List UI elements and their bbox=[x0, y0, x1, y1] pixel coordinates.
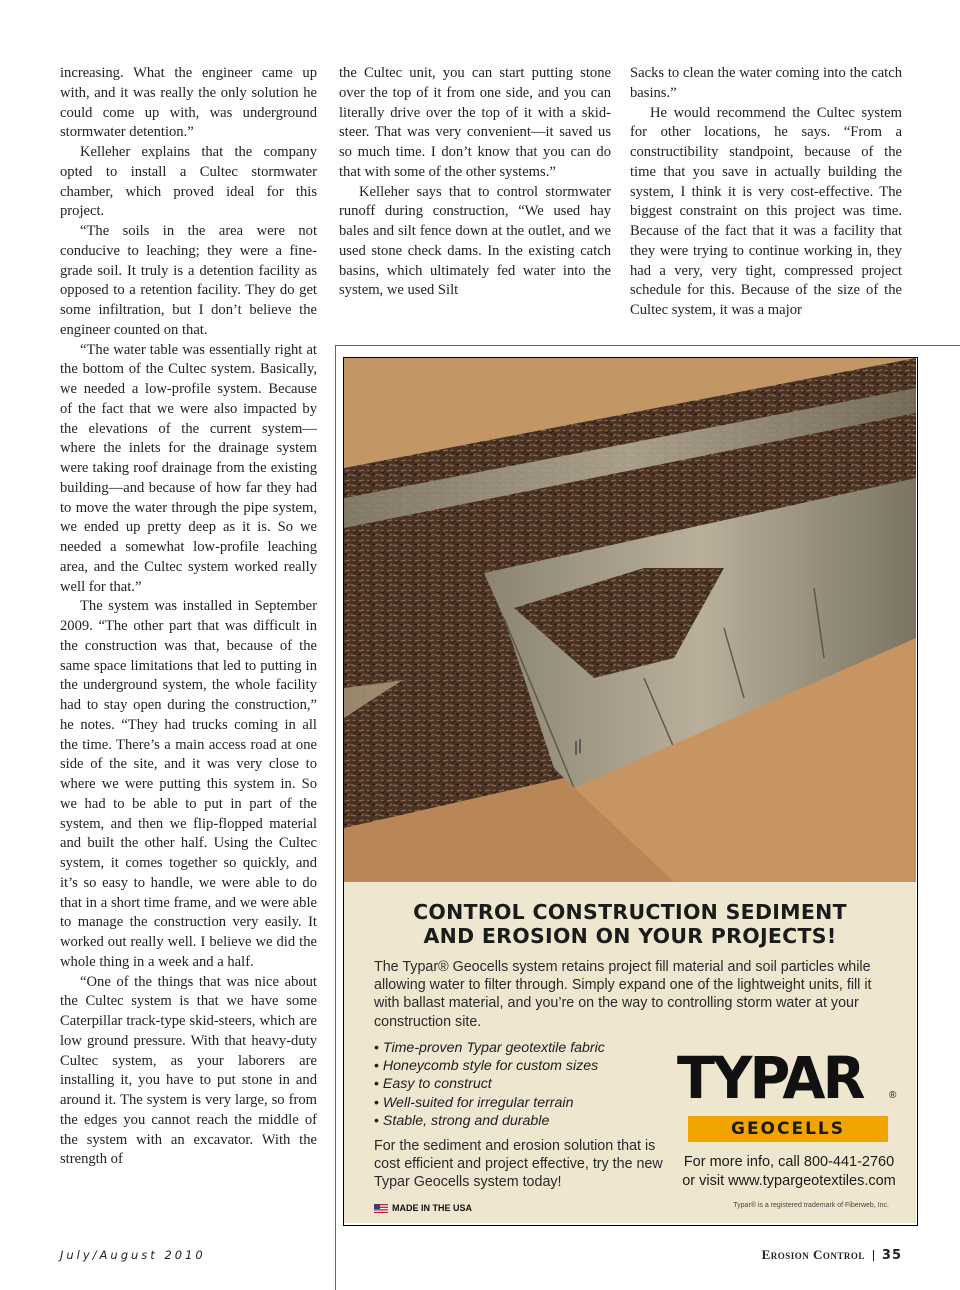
us-flag-icon bbox=[374, 1204, 388, 1213]
issue-date: July/August 2010 bbox=[60, 1248, 206, 1262]
ad-website-line: or visit www.typargeotextiles.com bbox=[682, 1173, 896, 1189]
ad-closing-text: For the sediment and erosion solution that is cost efficient and project effective, try the new Typar Geocells system today! bbox=[374, 1138, 663, 1191]
typar-registered-mark: ® bbox=[889, 1090, 897, 1101]
ad-feature-item: • Time-proven Typar geotextile fabric bbox=[374, 1039, 654, 1057]
ad-feature-item: • Well-suited for irregular terrain bbox=[374, 1094, 654, 1112]
article-column-1 bbox=[60, 64, 317, 1170]
ad-phone-line: For more info, call 800-441-2760 bbox=[683, 1154, 895, 1170]
typar-advertisement bbox=[343, 357, 918, 1226]
paragraph: “The water table was essentially right at the bottom of the Cultec system. Basically, we needed a low-profile system. Because of the fact that we were also impacted by the elevations of the current system—where the inlets for the drainage system were taking roof drainage from the existing building—and because of how far they had to move the water through the pipe system, we ended up pretty deep as it is. So we needed a somewhat low-profile leaching area, and the Cultec system worked really well for that.” bbox=[60, 341, 317, 595]
page-number: 35 bbox=[881, 1247, 902, 1263]
ad-feature-item: • Easy to construct bbox=[374, 1075, 654, 1093]
paragraph: Kelleher explains that the company opted to install a Cultec stormwater chamber, which proved ideal for this project. bbox=[60, 144, 317, 220]
geocells-label-bar: GEOCELLS bbox=[688, 1116, 888, 1142]
article-column-3 bbox=[630, 64, 902, 321]
typar-logo: TYPAR bbox=[677, 1044, 863, 1112]
column-rule-left bbox=[335, 345, 336, 1290]
ad-feature-list bbox=[374, 1039, 654, 1130]
paragraph: the Cultec unit, you can start putting stone over the top of it from one side, and you can literally drive over the top of it with a skid-steer. That was very convenient—it saved us so much time. I don’t know that you can do that with some of the other systems.” bbox=[339, 65, 611, 180]
ad-feature-item: • Stable, strong and durable bbox=[374, 1112, 654, 1130]
paragraph: Kelleher says that to control stormwater runoff during construction, “We used hay bales and silt fence down at the outlet, and we used stone check dams. In the existing catch basins, which ultimately fed water into the system, we used Silt bbox=[339, 183, 611, 299]
ad-text-panel bbox=[344, 882, 916, 1223]
page-footer-right bbox=[762, 1247, 902, 1263]
magazine-name: Erosion Control bbox=[761, 1247, 865, 1262]
paragraph: “One of the things that was nice about the Cultec system is that we have some Caterpillar track-type skid-steers, which are low ground pressure. With that heavy-duty Cultec system, as your laborers are installing it, you have to put stone in and around it. The system is very large, so from the edges you cannot reach the middle of the system with an excavator. With the strength of bbox=[60, 973, 317, 1168]
paragraph: “The soils in the area were not conducive to leaching; they were a fine-grade soil. It truly is a detention facility as opposed to a retention facility. They do get some infiltration, but I don’t believe the engineer counted on that. bbox=[60, 223, 317, 338]
ad-body-text: The Typar® Geocells system retains project fill material and soil particles while allowing water to filter through. Simply expand one of the lightweight units, fill it with ballast material, and you’re on the way to controlling storm water at your construction site. bbox=[374, 959, 872, 1030]
paragraph: Sacks to clean the water coming into the catch basins.” bbox=[630, 65, 902, 101]
ad-trademark-note: Typar® is a registered trademark of Fiberweb, Inc. bbox=[733, 1202, 889, 1209]
made-in-usa-label bbox=[374, 1203, 472, 1213]
made-in-usa-text: MADE IN THE USA bbox=[392, 1203, 473, 1213]
ad-headline-line-2: AND EROSION ON YOUR PROJECTS! bbox=[423, 924, 837, 948]
geocells-photo bbox=[344, 358, 916, 882]
ad-top-rule bbox=[335, 345, 960, 346]
paragraph: The system was installed in September 2009. “The other part that was difficult in the construction was that, because of the same space limitations that led to putting in the underground system, the whole facility had to stay open during the construction,” he notes. “They had trucks coming in all the time. There’s a main access road at one side of the site, and it was very close to where we were putting this system in. So we had to be able to put in part of the system, and then we flip-flopped material and built the other half. Using the Cultec system, it comes together so quickly, and it’s so easy to handle, we were able to do that in a short time frame, and we were able to manage the construction very easily. It worked out really well. I believe we did the whole thing in a week and a half. bbox=[60, 598, 317, 970]
ad-headline-line-1: CONTROL CONSTRUCTION SEDIMENT bbox=[413, 900, 847, 924]
paragraph: He would recommend the Cultec system for other locations, he says. “From a constructibility standpoint, because of the time that you save in actually building the system, I think it is very cost-effective. The biggest constraint on this project was time. Because of the fact that it was a facility that they were trying to continue working in, they had a very, very tight, compressed project schedule for this. Because of the size of the Cultec system, it was a major bbox=[630, 104, 902, 318]
paragraph: increasing. What the engineer came up with, and it was really the only solution he could come up with, was underground stormwater detention.” bbox=[60, 65, 317, 141]
article-column-2 bbox=[339, 64, 611, 301]
ad-feature-item: • Honeycomb style for custom sizes bbox=[374, 1057, 654, 1075]
footer-separator bbox=[873, 1250, 874, 1261]
